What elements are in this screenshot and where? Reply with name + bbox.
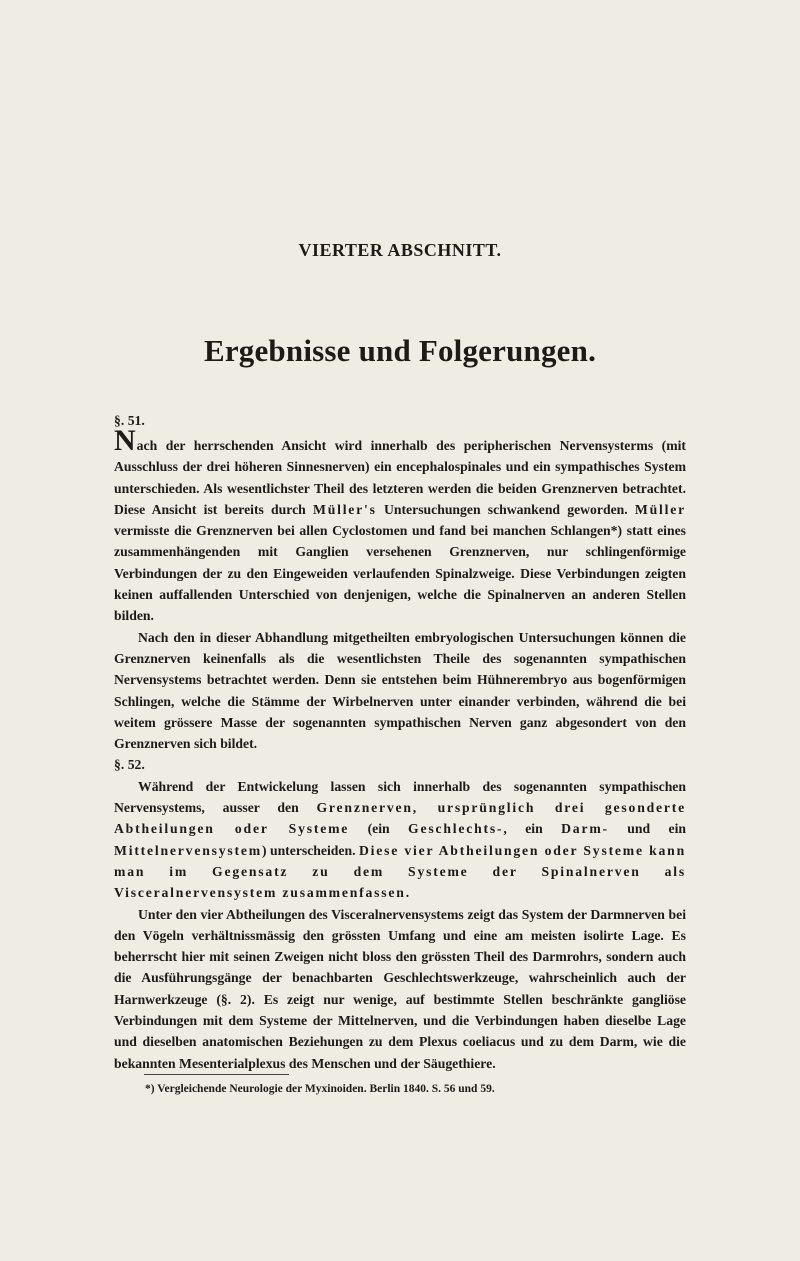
paragraph <box>114 627 686 755</box>
chapter-title: Ergebnisse und Folgerungen. <box>203 333 597 368</box>
text-run: (ein <box>349 821 409 837</box>
section-number: §. 52. <box>114 757 145 773</box>
paragraph <box>114 424 686 627</box>
section-number: §. 51. <box>114 413 145 428</box>
spaced-emphasis: Müller <box>634 501 686 517</box>
spaced-emphasis: Grenznerven, ursprünglich drei gesonderte Abtheilungen oder Systeme <box>114 800 686 837</box>
drop-cap: N <box>114 424 136 457</box>
spaced-emphasis: Müller's <box>312 501 377 517</box>
spaced-emphasis: Mittelnervensystem <box>114 842 262 858</box>
spaced-emphasis: Diese vier Abtheilungen oder Systeme kann man im Gegensatz zu dem Systeme der Spinalnerven als Visceralnervensystem zusammenfassen. <box>114 842 687 901</box>
section-heading: VIERTER ABSCHNITT. <box>298 240 502 260</box>
footnote-divider <box>144 1074 289 1075</box>
text-run: , ein <box>503 821 562 837</box>
spaced-emphasis: Geschlechts- <box>408 821 504 837</box>
text-run: vermisste die Grenznerven bei allen Cyclostomen und fand bei manchen Schlangen*) statt eines zusammenhängenden mit Ganglien versehenen Grenznerven, nur schlingenförmige Verbindungen der zu den Eingeweiden verlaufenden Spinalzweige. Diese Verbindungen zeigten keinen auffallenden Unterschied von denjenigen, welche die Spinalnerven an anderen Stellen bilden. <box>114 523 686 624</box>
text-run: Unter den vier Abtheilungen des Visceralnervensystems zeigt das System der Darmnerven bei den Vögeln verhältnissmässig den grössten Umfang und eine am meisten isolirte Lage. Es beherrscht hier mit seinen Zweigen nicht bloss den grössten Theil des Darmrohrs, sondern auch die Ausführungsgänge der benachbarten Geschlechtswerkzeuge, wahrscheinlich auch der Harnwerkzeuge (§. 2). Es zeigt nur wenige, auf bestimmte Stellen beschränkte gangliöse Verbindungen mit dem Systeme der Mittelnerven, und die Verbindungen haben dieselbe Lage und dieselben anatomischen Beziehungen zu dem Plexus coeliacus und zu dem Darm, wie die bekannten Mesenterialplexus des Menschen und der Säugethiere. <box>114 906 686 1071</box>
text-run: Untersuchungen schwankend geworden. <box>376 501 635 517</box>
text-run: und ein <box>608 821 687 837</box>
footnote: *) Vergleichende Neurologie der Myxinoiden. Berlin 1840. S. 56 und 59. <box>145 1083 495 1095</box>
text-run: ) unterscheiden. <box>261 842 359 858</box>
paragraph <box>114 904 686 1074</box>
text-run: ach der herrschenden Ansicht wird innerhalb des peripherischen Nervensysterms (mit Ausschluss der drei höheren Sinnesnerven) ein encephalospinales und ein sympathisches System unterschieden. Als wesentlichster Theil des letzteren werden die beiden Grenznerven betrachtet. Diese Ansicht ist bereits durch <box>114 438 686 517</box>
paragraph <box>114 776 686 904</box>
body-text <box>114 411 686 1074</box>
text-run: Während der Entwickelung lassen sich innerhalb des sogenannten sympathischen Nervensystems, ausser den <box>114 778 686 816</box>
spaced-emphasis: Darm- <box>561 821 609 837</box>
text-run: Nach den in dieser Abhandlung mitgetheilten embryologischen Untersuchungen können die Grenznerven keinenfalls als die wesentlichsten Theile des sogenannten sympathischen Nervensystems betrachtet werden. Denn sie entstehen beim Hühnerembryo aus bogenförmigen Schlingen, welche die Stämme der Wirbelnerven unter einander verbinden, während die bei weitem grössere Masse der sogenannten sympathischen Nerven ganz abgesondert von den Grenznerven sich bildet. <box>114 629 686 752</box>
